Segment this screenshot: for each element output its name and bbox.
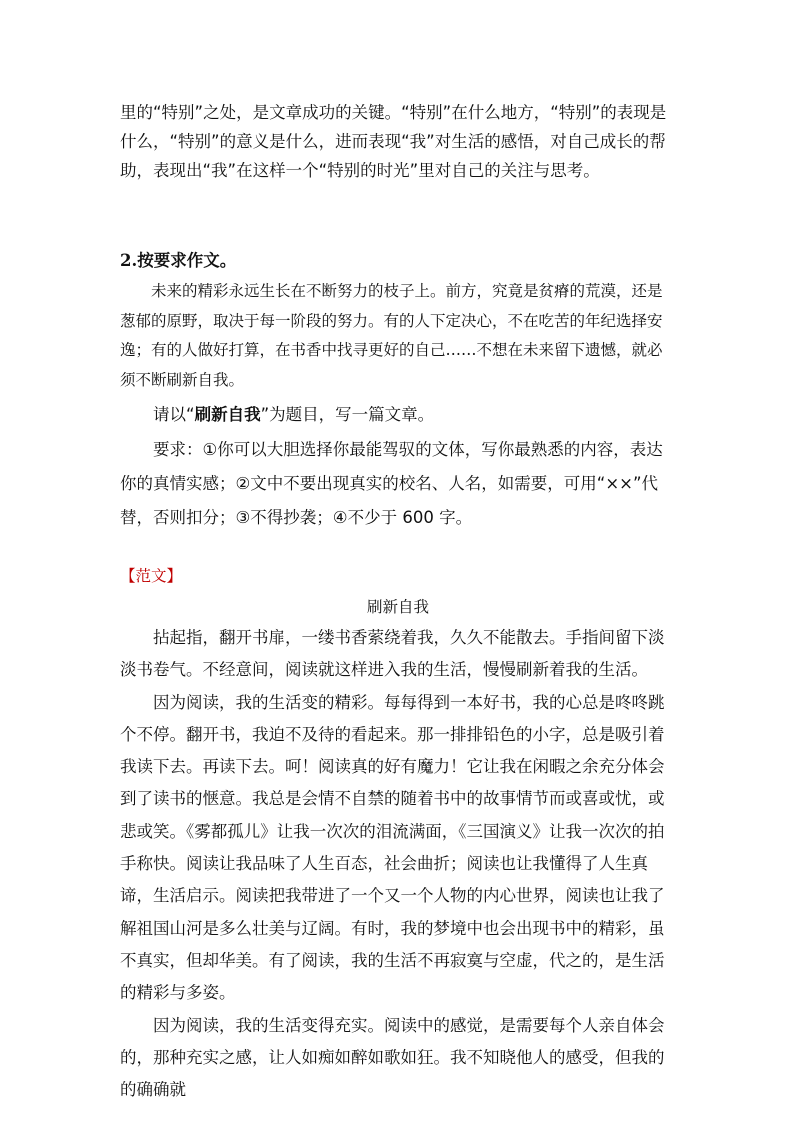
essay-paragraph: 拈起指，翻开书扉，一缕书香萦绕着我，久久不能散去。手指间留下淡淡书卷气。不经意间，阅读就这样进入我的生活，慢慢刷新着我的生活。 (120, 628, 665, 680)
sample-essay-body (120, 622, 676, 1106)
writing-prompt (120, 400, 676, 429)
sample-essay-tag: 【范文】 (120, 567, 183, 585)
essay-paragraph: 因为阅读，我的生活变得充实。阅读中的感觉，是需要每个人亲自体会的，那种充实之感，让人如痴如醉如歌如狂。我不知晓他人的感受，但我的的确确就 (120, 1015, 665, 1100)
sample-essay-title: 刷新自我 (366, 598, 429, 616)
writing-requirements: 要求：①你可以大胆选择你最能驾驭的文体，写你最熟悉的内容，表达你的真情实感；②文中不要出现真实的校名、人名，如需要，可用“××”代替，否则扣分；③不得抄袭；④不少于 600 字。 (120, 440, 663, 527)
prompt-prefix: 请以“ (153, 405, 195, 424)
essay-paragraph: 因为阅读，我的生活变的精彩。每每得到一本好书，我的心总是咚咚跳个不停。翻开书，我迫不及待的看起来。那一排排铅色的小字，总是吸引着我读下去。再读下去。呵！阅读真的好有魔力！它让我在闲暇之余充分体会到了读书的惬意。我总是会情不自禁的随着书中的故事情节而或喜或忧，或悲或笑。《雾都孤儿》让我一次次的泪流满面，《三国演义》让我一次次的拍手称快。阅读让我品味了人生百态，社会曲折；阅读也让我懂得了人生真谛，生活启示。阅读把我带进了一个又一个人物的内心世界，阅读也让我了解祖国山河是多么壮美与辽阔。有时，我的梦境中也会出现书中的精彩，虽不真实，但却华美。有了阅读，我的生活不再寂寞与空虚，代之的，是生活的精彩与多姿。 (120, 692, 665, 1003)
intro-paragraph: 里的“特别”之处，是文章成功的关键。“特别”在什么地方，“特别”的表现是什么，“特别”的意义是什么，进而表现“我”对生活的感悟，对自己成长的帮助，表现出“我”在这样一个“特别的时光”里对自己的关注与思考。 (120, 103, 667, 180)
question-2-heading: 2.按要求作文。 (120, 251, 237, 270)
prompt-suffix: ”为题目，写一篇文章。 (260, 405, 435, 424)
writing-material: 未来的精彩永远生长在不断努力的枝子上。前方，究竟是贫瘠的荒漠，还是葱郁的原野，取决于每一阶段的努力。有的人下定决心，不在吃苦的年纪选择安逸；有的人做好打算，在书香中找寻更好的自己……不想在未来留下遗憾，就必须不断刷新自我。 (120, 282, 663, 389)
prompt-title: 刷新自我 (194, 405, 261, 424)
